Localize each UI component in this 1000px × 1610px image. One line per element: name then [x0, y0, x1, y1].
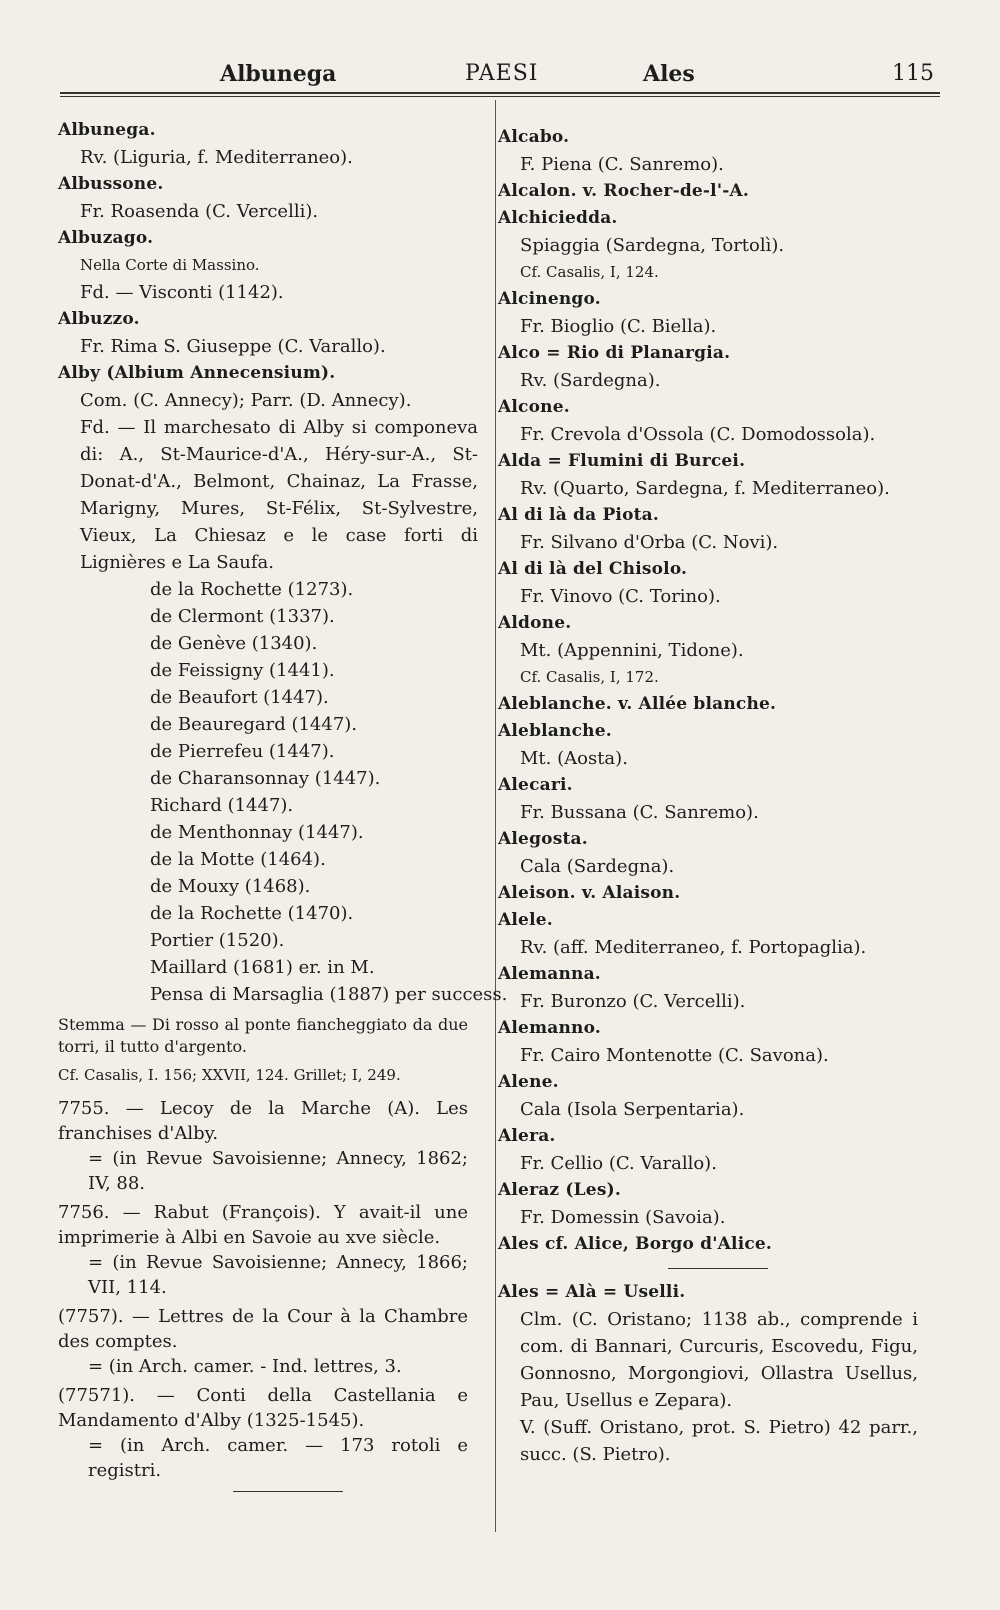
stemma-note: Stemma — Di rosso al ponte fiancheggiato da due torri, il tutto d'argento.: [58, 1015, 468, 1056]
headword-alecari: Alecari.: [498, 775, 573, 795]
entry-line: Spiaggia (Sardegna, Tortolì).: [520, 235, 785, 256]
lord-item: Portier (1520).: [150, 930, 285, 951]
headword-albuzago: Albuzago.: [58, 228, 154, 248]
header-right-word: Ales: [643, 61, 695, 87]
headword-alcone: Alcone.: [498, 397, 570, 417]
lord-item: de la Rochette (1273).: [150, 579, 354, 600]
section-separator: [233, 1491, 343, 1492]
bib-entry-7755-source: = (in Revue Savoisienne; Annecy, 1862; IV, 88.: [88, 1148, 468, 1194]
entry-line: Rv. (Quarto, Sardegna, f. Mediterraneo).: [520, 478, 890, 499]
headword-aleraz: Aleraz (Les).: [498, 1180, 621, 1200]
right-column: [498, 124, 938, 1468]
entry-line: Mt. (Appennini, Tidone).: [520, 640, 744, 661]
entry-line: Com. (C. Annecy); Parr. (D. Annecy).: [80, 390, 412, 411]
lord-item: de Charansonnay (1447).: [150, 768, 381, 789]
header-rule-thin: [60, 96, 940, 97]
casalis-reference: Cf. Casalis, I, 172.: [520, 668, 659, 686]
headword-aldone: Aldone.: [498, 613, 572, 633]
lord-item: de Mouxy (1468).: [150, 876, 311, 897]
entry-line: Fr. Buronzo (C. Vercelli).: [520, 991, 746, 1012]
lord-item: de la Rochette (1470).: [150, 903, 354, 924]
headword-albussone: Albussone.: [58, 174, 164, 194]
header-rule-thick: [60, 92, 940, 94]
lord-item: Pensa di Marsaglia (1887) per success.: [150, 984, 508, 1005]
entry-line: Fr. Crevola d'Ossola (C. Domodossola).: [520, 424, 876, 445]
casalis-reference: Cf. Casalis, I, 124.: [520, 263, 659, 281]
entry-line: Fr. Cairo Montenotte (C. Savona).: [520, 1045, 829, 1066]
entry-line: Fr. Vinovo (C. Torino).: [520, 586, 721, 607]
headword-alda: Alda = Flumini di Burcei.: [498, 451, 746, 471]
entry-line: Fr. Roasenda (C. Vercelli).: [80, 201, 319, 222]
entry-line: Mt. (Aosta).: [520, 748, 628, 769]
headword-al-di-la-da-piota: Al di là da Piota.: [498, 505, 660, 525]
headword-ales-cf: Ales cf. Alice, Borgo d'Alice.: [498, 1234, 773, 1254]
header-left-word: Albunega: [220, 61, 337, 87]
headword-aleblanche-ref: Aleblanche. v. Allée blanche.: [498, 694, 777, 714]
bib-entry-77571-source: = (in Arch. camer. — 173 rotoli e registri.: [88, 1435, 468, 1481]
headword-alcalon: Alcalon. v. Rocher-de-l'-A.: [498, 181, 750, 201]
headword-alcabo: Alcabo.: [498, 127, 570, 147]
headword-alby: Alby (Albium Annecensium).: [58, 363, 336, 383]
headword-alele: Alele.: [498, 910, 553, 930]
headword-alera: Alera.: [498, 1126, 556, 1146]
lord-item: de Beaufort (1447).: [150, 687, 329, 708]
entry-line: Rv. (Liguria, f. Mediterraneo).: [80, 147, 353, 168]
entry-line: F. Piena (C. Sanremo).: [520, 154, 724, 175]
lord-item: Richard (1447).: [150, 795, 294, 816]
headword-alene: Alene.: [498, 1072, 559, 1092]
entry-line: Rv. (Sardegna).: [520, 370, 661, 391]
left-column: [58, 117, 508, 1492]
entry-line: Fr. Rima S. Giuseppe (C. Varallo).: [80, 336, 386, 357]
headword-albunega: Albunega.: [58, 120, 156, 140]
lord-item: de Feissigny (1441).: [150, 660, 335, 681]
headword-alco: Alco = Rio di Planargia.: [498, 343, 731, 363]
entry-line: Fr. Bussana (C. Sanremo).: [520, 802, 759, 823]
page-header: [60, 58, 940, 94]
headword-al-di-la-del-chisolo: Al di là del Chisolo.: [498, 559, 688, 579]
page-number: 115: [892, 61, 934, 86]
headword-alchiciedda: Alchiciedda.: [498, 208, 618, 228]
headword-ales: Ales = Alà = Uselli.: [498, 1282, 686, 1302]
headword-aleblanche: Aleblanche.: [498, 721, 612, 741]
headword-alemanno: Alemanno.: [498, 1018, 601, 1038]
entry-line: Rv. (aff. Mediterraneo, f. Portopaglia).: [520, 937, 867, 958]
lord-item: de Menthonnay (1447).: [150, 822, 364, 843]
headword-alegosta: Alegosta.: [498, 829, 588, 849]
headword-alemanna: Alemanna.: [498, 964, 601, 984]
entry-line: Fr. Cellio (C. Varallo).: [520, 1153, 717, 1174]
entry-line: Fr. Silvano d'Orba (C. Novi).: [520, 532, 779, 553]
entry-line: Nella Corte di Massino.: [80, 256, 260, 274]
entry-line: Cala (Sardegna).: [520, 856, 675, 877]
entry-line: Fr. Bioglio (C. Biella).: [520, 316, 717, 337]
lord-item: de Pierrefeu (1447).: [150, 741, 335, 762]
bib-entry-7756: 7756. — Rabut (François). Y avait-il une imprimerie à Albi en Savoie au xve siècle.: [58, 1202, 468, 1248]
lord-item: de la Motte (1464).: [150, 849, 326, 870]
headword-albuzzo: Albuzzo.: [58, 309, 140, 329]
ales-commune-paragraph: Clm. (C. Oristano; 1138 ab., comprende i com. di Bannari, Curcuris, Escovedu, Figu, Gonnosno, Morgongiovi, Ollastra Usellus, Pau, Usellus e Zepara).: [520, 1309, 918, 1411]
headword-aleison: Aleison. v. Alaison.: [498, 883, 681, 903]
header-center-word: PAESI: [465, 61, 539, 86]
headword-alcinengo: Alcinengo.: [498, 289, 601, 309]
lord-item: de Genève (1340).: [150, 633, 318, 654]
lord-item: Maillard (1681) er. in M.: [150, 957, 375, 978]
bib-entry-7757-source: = (in Arch. camer. - Ind. lettres, 3.: [88, 1356, 402, 1377]
ales-diocese-paragraph: V. (Suff. Oristano, prot. S. Pietro) 42 parr., succ. (S. Pietro).: [520, 1417, 918, 1465]
column-divider: [495, 100, 496, 1532]
casalis-reference: Cf. Casalis, I. 156; XXVII, 124. Grillet; I, 249.: [58, 1066, 401, 1084]
entry-line: Fr. Domessin (Savoia).: [520, 1207, 726, 1228]
bib-entry-7755: 7755. — Lecoy de la Marche (A). Les franchises d'Alby.: [58, 1098, 468, 1144]
lord-item: de Clermont (1337).: [150, 606, 335, 627]
bib-entry-77571: (77571). — Conti della Castellania e Mandamento d'Alby (1325-1545).: [58, 1385, 468, 1431]
fd-paragraph: Fd. — Il marchesato di Alby si componeva di: A., St-Maurice-d'A., Héry-sur-A., St-Donat-d'A., Belmont, Chainaz, La Frasse, Marigny, Mures, St-Félix, St-Sylvestre, Vieux, La Chiesaz e le case forti di Lignières e La Saufa.: [80, 417, 478, 573]
entry-line: Cala (Isola Serpentaria).: [520, 1099, 745, 1120]
bib-entry-7756-source: = (in Revue Savoisienne; Annecy, 1866; VII, 114.: [88, 1252, 468, 1298]
section-separator: [668, 1268, 768, 1269]
lord-item: de Beauregard (1447).: [150, 714, 358, 735]
entry-line: Fd. — Visconti (1142).: [80, 282, 284, 303]
bib-entry-7757: (7757). — Lettres de la Cour à la Chambre des comptes.: [58, 1306, 468, 1352]
